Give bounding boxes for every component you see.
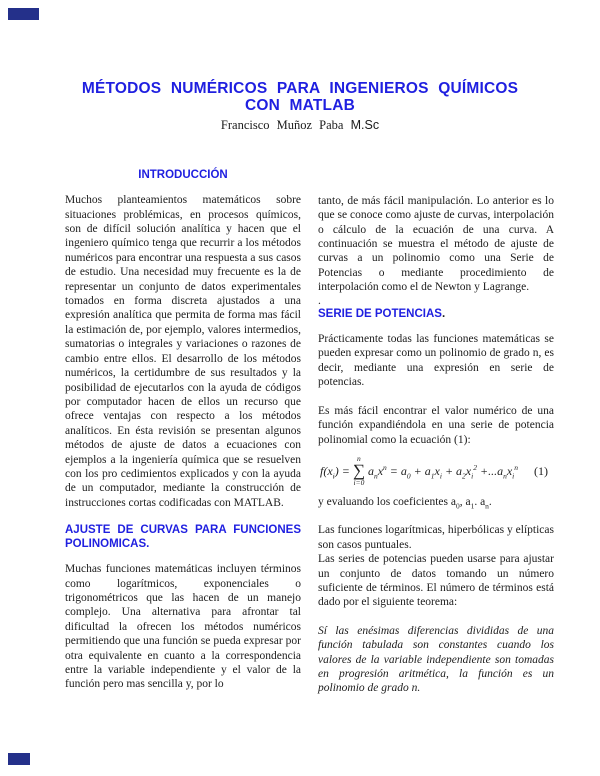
paragraph-practicamente: Prácticamente todas las funciones matemáticas se pueden expresar como un polinomio de grado n, es decir, mediante una expresión en serie de potencias.	[318, 333, 554, 389]
equation-number: (1)	[534, 463, 548, 478]
paragraph-logaritmicas: Las funciones logarítmicas, hiperbólicas y elípticas son casos puntuales.	[318, 524, 554, 551]
corner-mark-top-left	[8, 8, 39, 20]
paragraph-intro: Muchos planteamientos matemáticos sobre situaciones problémicas, en procesos químicos, son de difícil solución analítica y hacen que el ingeniero químico tenga que recurrir a los métodos numéricos para encontrar una respuesta a sus casos de estudio. Una necesidad muy frecuente es la de representar un conjunto de datos experimentales tomados en forma discreta ajustados a una expresión analítica que permita de forma mas fácil la estimación de, por ejemplo, valores intermedios, sumatorias o integrales y variaciones o razones de cambio entre ellos. El desarrollo de los métodos numéricos, la certidumbre de sus resultados y la posibilidad de ejecutarlos con la ayuda de códigos por computador hacen de ellos un recurso que ofrece ventajas con respecto a los métodos analíticos. En ésta revisión se presentan algunos métodos de ajuste de datos a ecuaciones con ejemplos a la ingeniería química que se resuelven con los pro cedimientos explicados y con la ayuda de un computador, mediante la construcción de instrucciones cortas codificadas con MATLAB.	[65, 194, 301, 509]
sigma-summation-symbol	[353, 455, 365, 487]
equation-rhs: $a_nx^n = a_0 + a_1x_i + a_2x_i^2 +...a_nx_i^n$	[367, 462, 518, 481]
author-name: Francisco Muñoz Paba	[220, 117, 344, 132]
heading-introduccion: INTRODUCCIÓN	[138, 168, 228, 181]
sigma-glyph: ∑	[352, 461, 365, 481]
paragraph-ajuste-curvas: tanto, de más fácil manipulación. Lo anterior es lo que se conoce como ajuste de curvas, interpolación o cálculo de la ecuación de una curva. A continuación se muestra el método de ajuste de curvas a un polinomio como una Serie de Potencias o mediante procedimiento de interpolación como el de Newton y Lagrange.	[318, 194, 554, 294]
column-right	[318, 169, 554, 706]
paragraph-funciones: Muchas funciones matemáticas incluyen términos como logarítmicos, exponenciales o trigonométricos que las hacen de un manejo complejo. Una alternativa para afrontar tal dificultad la ofrecen los métodos numéricos permitiendo que una función se pueda expresar por otra equivalente en cuanto a la correspondencia entre la variable independiente y el valor de la función pero mas sencilla y, por lo	[65, 563, 301, 691]
heading-trailing-dot: .	[441, 307, 446, 320]
theorem-paragraph: Sí las enésimas diferencias divididas de una función tabulada son constantes cuando los valores de la variable independiente son tomadas en progresión aritmética, la función es un polinomio de grado n.	[318, 624, 554, 695]
heading-serie-de-potencias: SERIE DE POTENCIAS.	[318, 307, 446, 320]
author-line	[0, 118, 600, 133]
document-title: MÉTODOS NUMÉRICOS PARA INGENIEROS QUÍMICOS CON MATLAB	[81, 80, 519, 115]
heading-ajuste-de-curvas: AJUSTE DE CURVAS PARA FUNCIONES POLINOMICAS.	[65, 524, 301, 550]
column-left	[65, 169, 301, 706]
sigma-upper-limit: n	[357, 453, 361, 463]
sigma-lower-limit: i=0	[353, 478, 365, 488]
two-column-body	[65, 169, 600, 706]
corner-mark-bottom-left	[8, 753, 30, 765]
equation-lhs: $f(x_i)$ =	[320, 463, 350, 481]
paragraph-series-potencias: Las series de potencias pueden usarse para ajustar un conjunto de datos tomando un número suficiente de términos. El número de términos está dado por el siguiente teorema:	[318, 553, 554, 609]
equation-1	[320, 453, 554, 489]
stray-dot-line: .	[318, 294, 321, 307]
paragraph-es-mas-facil: Es más fácil encontrar el valor numérico de una función expandiéndola en una serie de potencia polinomial como la ecuación (1):	[318, 404, 554, 446]
author-degree: M.Sc	[350, 117, 380, 132]
paragraph-coeficientes: y evaluando los coeficientes $a_0$, $a_1$. $a_n$.	[318, 495, 492, 511]
